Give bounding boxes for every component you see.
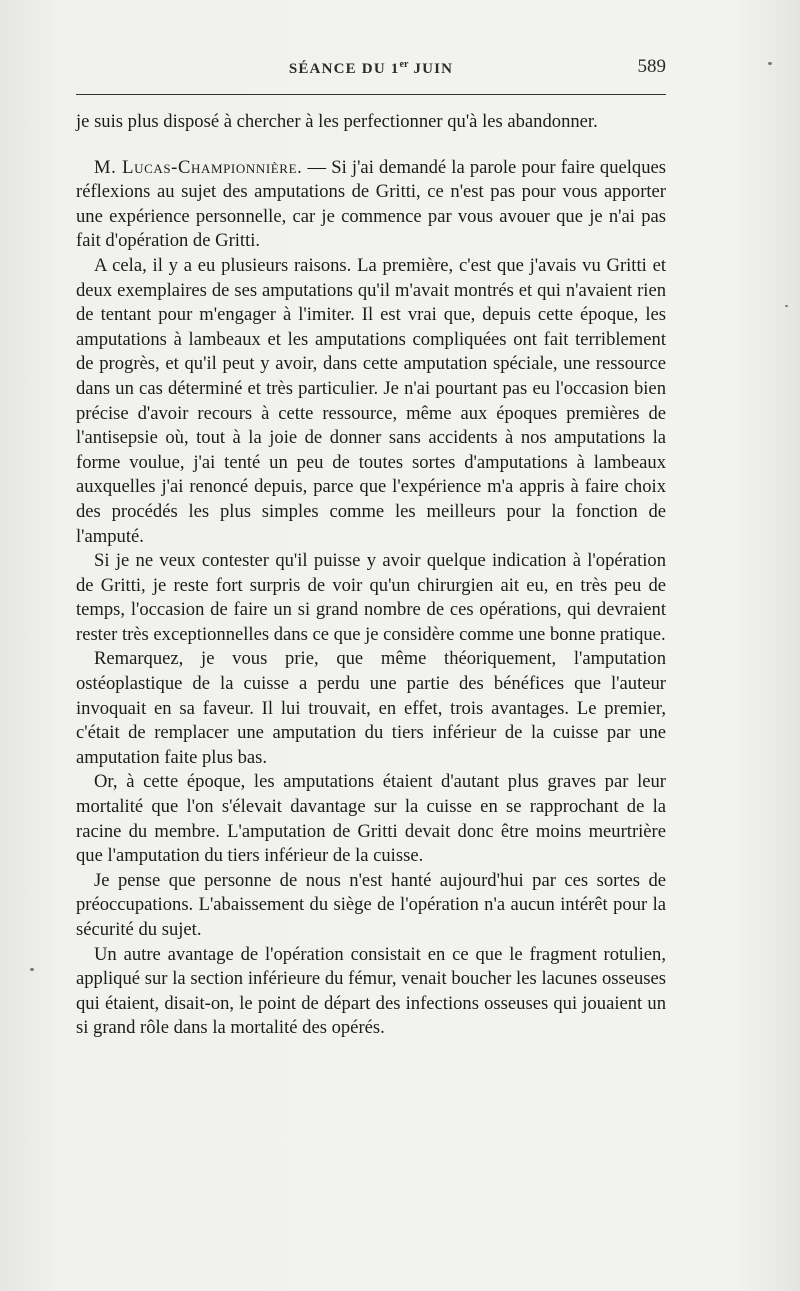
paragraph: Je pense que personne de nous n'est hanté aujourd'hui par ces sortes de préoccupations. L'abaissement du siège de l'opération n'a aucun intérêt pour la sécurité du sujet. [76, 869, 666, 940]
running-title-superscript: er [399, 59, 409, 70]
paragraph: Or, à cette époque, les amputations étaient d'autant plus graves par leur mortalité que l'on s'élevait davantage sur la cuisse en se rapprochant de la racine du membre. L'amputation de Gritti devait donc être moins meurtrière que l'amputation du tiers inférieur de la cuisse. [76, 771, 666, 867]
page-header [76, 56, 666, 82]
continuation-paragraph: je suis plus disposé à chercher à les perfectionner qu'à les abandonner. [76, 111, 598, 132]
paragraph: Un autre avantage de l'opération consistait en ce que le fragment rotulien, appliqué sur la section inférieure du fémur, venait boucher les lacunes osseuses qui étaient, disait-on, le point de départ des infections osseuses qui jouaient un si grand rôle dans la mortalité des opérés. [76, 943, 666, 1039]
running-title-prefix: SÉANCE DU 1 [288, 61, 400, 77]
paragraph: Remarquez, je vous prie, que même théoriquement, l'amputation ostéoplastique de la cuisse a perdu une partie des bénéfices que l'auteur invoquait en sa faveur. Il lui trouvait, en effet, trois avantages. Le premier, c'était de remplacer une amputation du tiers inférieur de la cuisse par une amputation faite plus bas. [76, 648, 666, 768]
running-title [76, 59, 666, 78]
paragraph: Si je ne veux contester qu'il puisse y avoir quelque indication à l'opération de Gritti, je reste fort surpris de voir qu'un chirurgien ait eu, en très peu de temps, l'occasion de faire un si grand nombre de ces opérations, qui devraient rester très exceptionnelles dans ce que je considère comme une bonne pratique. [76, 550, 666, 645]
paper-speck [30, 968, 34, 971]
paragraph: A cela, il y a eu plusieurs raisons. La première, c'est que j'avais vu Gritti et deux exemplaires de ses amputations qu'il m'avait montrés et qui n'avaient rien de tentant pour m'engager à l'imiter. Il est vrai que, depuis cette époque, les amputations à lambeaux et les amputations compliquées ont fait terriblement de progrès, et qu'il peut y avoir, dans cette amputation spéciale, une ressource dans un cas déterminé et très particulier. Je n'ai pourtant pas eu l'occasion bien précise d'avoir recours à cette ressource, même aux époques premières de l'antisepsie où, tout à la joie de donner sans accidents à nos amputations la forme voulue, j'ai tenté un peu de toutes sortes d'amputations à lambeaux auxquelles j'ai renoncé depuis, parce que l'expérience m'a appris à faire choix des procédés les plus simples comme les meilleurs pour la fonction de l'amputé. [76, 254, 666, 547]
page-number: 589 [637, 56, 666, 77]
header-rule [76, 94, 666, 95]
speaker-name: M. Lucas-Championnière. [94, 156, 303, 178]
body-text [76, 110, 666, 1041]
paper-speck [768, 62, 772, 65]
paper-speck [785, 305, 788, 307]
speech-opening-text: — Si j'ai demandé la parole pour faire quelques réflexions au sujet des amputations de Gritti, ce n'est pas pour vous apporter une expérience personnelle, car je commence par vous avouer que je n'ai pas fait d'opération de Gritti. [76, 156, 666, 252]
speech-opening-paragraph [76, 156, 666, 254]
running-title-suffix: JUIN [408, 61, 454, 77]
